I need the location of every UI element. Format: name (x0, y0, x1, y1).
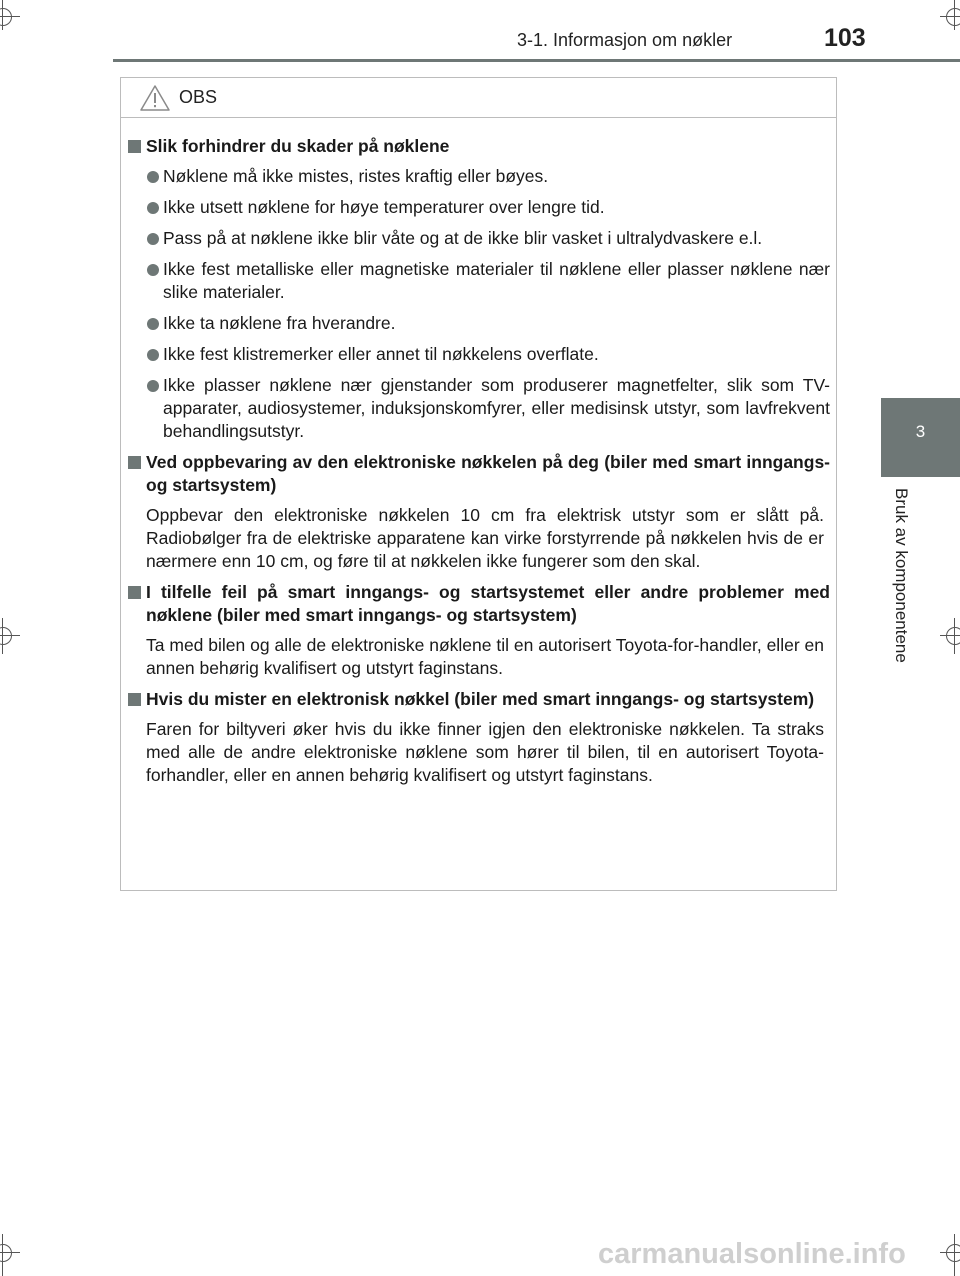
notice-body (128, 135, 830, 787)
list-item: Ikke utsett nøklene for høye temperaturer over lengre tid. (128, 196, 830, 219)
round-bullet-icon (147, 233, 159, 245)
round-bullet-icon (147, 264, 159, 276)
round-bullet-icon (147, 202, 159, 214)
list-item: Ikke plasser nøklene nær gjenstander som produserer magnetfelter, slik som TV-apparater, audiosystemer, induksjonskomfyrer, eller medisinsk utstyr, som lavfrekvent behandlingsutstyr. (128, 374, 830, 443)
notice-box (120, 77, 837, 891)
round-bullet-icon (147, 171, 159, 183)
watermark: carmanualsonline.info (598, 1238, 906, 1270)
square-bullet-icon (128, 456, 141, 469)
section-heading: Hvis du mister en elektronisk nøkkel (biler med smart inngangs- og startsystem) (128, 688, 830, 711)
section-text: Ta med bilen og alle de elektroniske nøklene til en autorisert Toyota-for-handler, eller en annen behørig kvalifisert og utstyrt faginstans. (146, 635, 824, 678)
warning-triangle-icon (139, 84, 171, 112)
square-bullet-icon (128, 586, 141, 599)
square-bullet-icon (128, 140, 141, 153)
section-heading: I tilfelle feil på smart inngangs- og startsystemet eller andre problemer med nøklene (biler med smart inngangs- og startsystem) (128, 581, 830, 627)
round-bullet-icon (147, 318, 159, 330)
list-item: Ikke fest klistremerker eller annet til nøkkelens overflate. (128, 343, 830, 366)
header-rule (113, 59, 960, 62)
section-heading: Slik forhindrer du skader på nøklene (128, 135, 830, 158)
notice-title: OBS (179, 87, 218, 107)
section-text: Oppbevar den elektroniske nøkkelen 10 cm fra elektrisk utstyr som er slått på. Radiobølger fra de elektriske apparatene kan virke forstyrrende på nøkkelen hvis de er nærmere enn 10 cm, og føre til at nøkkelen ikke fungerer som den skal. (146, 505, 824, 571)
round-bullet-icon (147, 349, 159, 361)
section-text: Faren for biltyveri øker hvis du ikke finner igjen den elektroniske nøkkelen. Ta straks med alle de andre elektroniske nøklene som hører til bilen, til en autorisert Toyota-forhandler, eller en annen behørig kvalifisert og utstyrt faginstans. (146, 719, 824, 785)
header-section-title: 3-1. Informasjon om nøkler (517, 30, 733, 50)
list-item: Ikke fest metalliske eller magnetiske materialer til nøklene eller plasser nøklene nær slike materialer. (128, 258, 830, 304)
page-number: 103 (824, 24, 866, 52)
chapter-title: Bruk av komponentene (892, 488, 911, 663)
section-heading: Ved oppbevaring av den elektroniske nøkkelen på deg (biler med smart inngangs- og startsystem) (128, 451, 830, 497)
list-item: Nøklene må ikke mistes, ristes kraftig eller bøyes. (128, 165, 830, 188)
list-item: Ikke ta nøklene fra hverandre. (128, 312, 830, 335)
list-item: Pass på at nøklene ikke blir våte og at de ikke blir vasket i ultralydvaskere e.l. (128, 227, 830, 250)
round-bullet-icon (147, 380, 159, 392)
notice-header (121, 78, 836, 118)
chapter-tab (881, 398, 960, 477)
chapter-number: 3 (915, 422, 926, 441)
square-bullet-icon (128, 693, 141, 706)
